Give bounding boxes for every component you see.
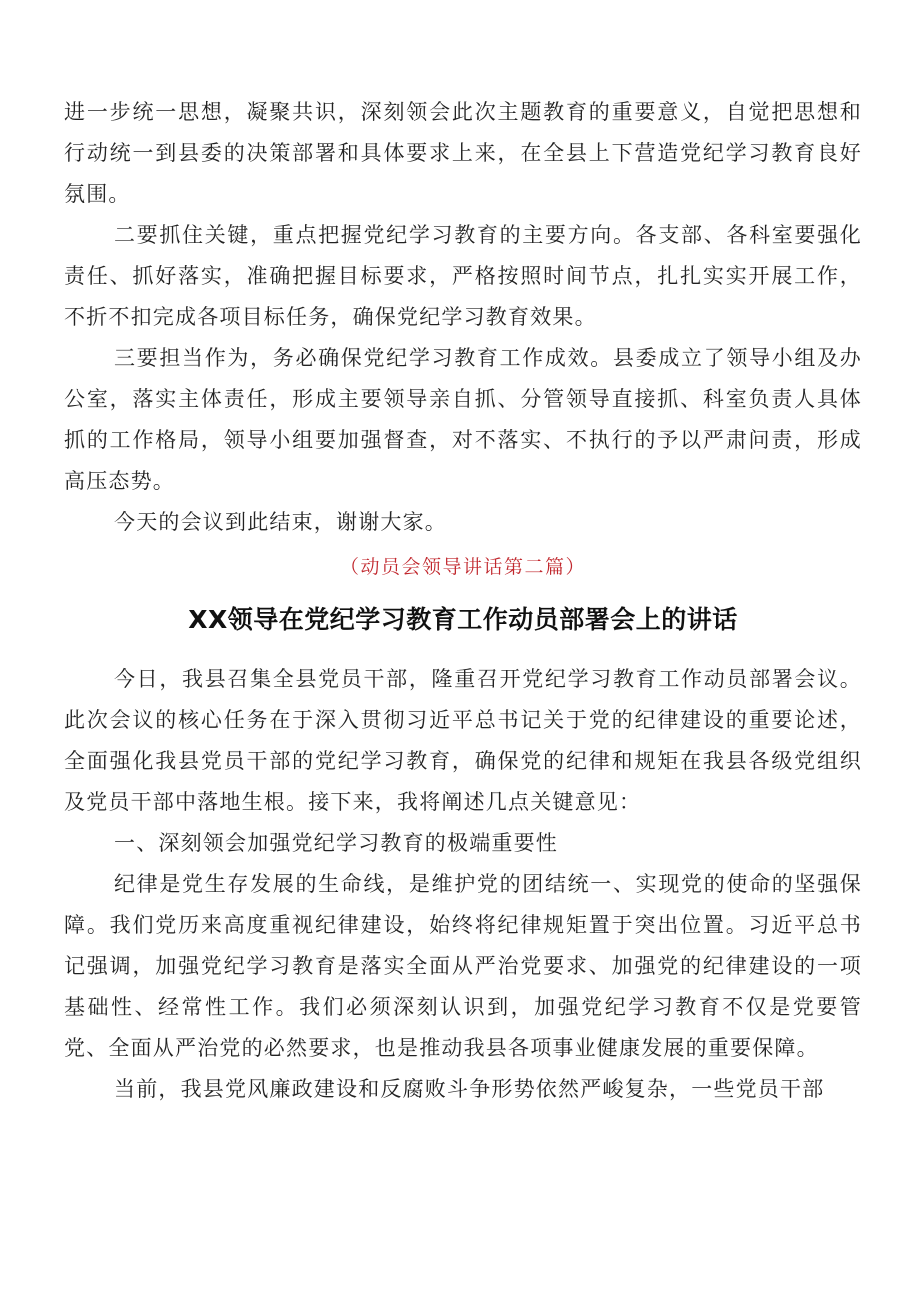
paragraph-continuation: 进一步统一思想，凝聚共识，深刻领会此次主题教育的重要意义，自觉把思想和行动统一到县委的决策部署和具体要求上来，在全县上下营造党纪学习教育良好氛围。 [64, 100, 862, 206]
paragraph-current-situation: 当前，我县党风廉政建设和反腐败斗争形势依然严峻复杂，一些党员干部 [114, 1077, 825, 1101]
document-title: XX领导在党纪学习教育工作动员部署会上的讲话 [188, 605, 738, 634]
paragraph-discipline: 纪律是党生存发展的生命线，是维护党的团结统一、实现党的使命的坚强保障。我们党历来高度重视纪律建设，始终将纪律规矩置于突出位置。习近平总书记强调，加强党纪学习教育是落实全面从严治党要求、加强党的纪律建设的一项基础性、经常性工作。我们必须深刻认识到，加强党纪学习教育不仅是党要管党、全面从严治党的必然要求，也是推动我县各项事业健康发展的重要保障。 [64, 872, 862, 1060]
paragraph-closing: 今天的会议到此结束，谢谢大家。 [114, 510, 447, 534]
section-label: （动员会领导讲话第二篇） [339, 556, 586, 578]
paragraph-point-three: 三要担当作为，务必确保党纪学习教育工作成效。县委成立了领导小组及办公室，落实主体责任，形成主要领导亲自抓、分管领导直接抓、科室负责人具体抓的工作格局，领导小组要加强督查，对不落实、不执行的予以严肃问责，形成高压态势。 [64, 346, 862, 493]
section-heading-one: 一、深刻领会加强党纪学习教育的极端重要性 [114, 831, 558, 855]
paragraph-intro: 今日，我县召集全县党员干部，隆重召开党纪学习教育工作动员部署会议。此次会议的核心任务在于深入贯彻习近平总书记关于党的纪律建设的重要论述，全面强化我县党员干部的党纪学习教育，确保党的纪律和规矩在我县各级党组织及党员干部中落地生根。接下来，我将阐述几点关键意见： [64, 667, 862, 814]
paragraph-point-two: 二要抓住关键，重点把握党纪学习教育的主要方向。各支部、各科室要强化责任、抓好落实，准确把握目标要求，严格按照时间节点，扎扎实实开展工作，不折不扣完成各项目标任务，确保党纪学习教育效果。 [64, 223, 862, 329]
